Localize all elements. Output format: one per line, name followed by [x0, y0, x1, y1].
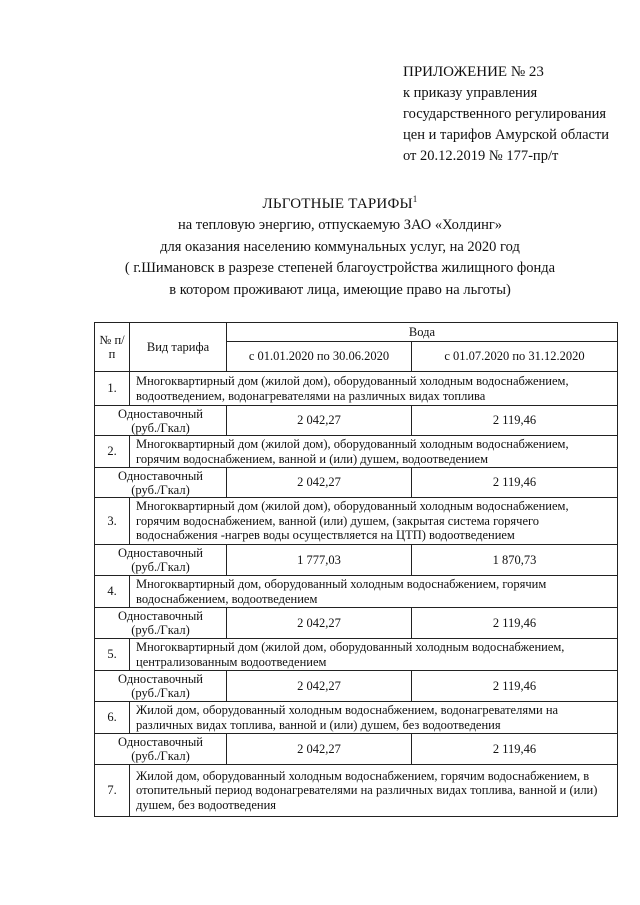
tariff-kind-cell — [95, 734, 227, 765]
tariff-value-row — [95, 468, 618, 498]
tariff-kind-cell — [95, 545, 227, 576]
category-row — [95, 765, 618, 817]
tariff-kind-label: Одноставочный — [118, 546, 203, 560]
footnote-mark: 1 — [412, 194, 418, 204]
tariff-value-period-2: 2 119,46 — [412, 468, 618, 498]
tariff-kind-label: Одноставочный — [118, 609, 203, 623]
category-row — [95, 702, 618, 734]
tariff-unit-label: (руб./Гкал) — [131, 560, 190, 574]
tariff-kind-cell — [95, 608, 227, 639]
tariff-kind-cell — [95, 406, 227, 436]
tariff-table-body — [95, 372, 618, 817]
tariff-unit-label: (руб./Гкал) — [131, 482, 190, 497]
tariff-kind-label: Одноставочный — [118, 672, 203, 686]
row-number: 2. — [95, 436, 130, 468]
tariff-kind-cell — [95, 468, 227, 498]
appendix-order-line-3: цен и тарифов Амурской области — [403, 127, 610, 143]
appendix-order-line-2: государственного регулирования — [403, 106, 607, 122]
row-number: 1. — [95, 372, 130, 406]
title-subtitle-2: для оказания населению коммунальных услуг, на 2020 год — [160, 238, 520, 255]
category-row — [95, 639, 618, 671]
tariff-unit-label: (руб./Гкал) — [131, 749, 190, 763]
tariff-value-period-1: 2 042,27 — [227, 406, 412, 436]
tariff-unit-label: (руб./Гкал) — [131, 420, 190, 435]
tariff-value-period-2: 2 119,46 — [412, 608, 618, 639]
tariff-value-period-1: 2 042,27 — [227, 468, 412, 498]
tariff-value-period-1: 2 042,27 — [227, 608, 412, 639]
tariff-table — [94, 322, 618, 817]
tariff-kind-label: Одноставочный — [118, 468, 203, 483]
row-number: 6. — [95, 702, 130, 734]
tariff-unit-label: (руб./Гкал) — [131, 686, 190, 700]
category-row — [95, 498, 618, 545]
tariff-value-row — [95, 545, 618, 576]
title-subtitle-3: ( г.Шимановск в разрезе степеней благоустройства жилищного фонда — [124, 260, 556, 276]
header-water: Вода — [227, 323, 618, 342]
header-number: № п/п — [95, 323, 130, 372]
row-number: 7. — [95, 765, 130, 817]
tariff-value-period-2: 2 119,46 — [412, 734, 618, 765]
appendix-number: ПРИЛОЖЕНИЕ № 23 — [403, 64, 544, 80]
category-row — [95, 576, 618, 608]
tariff-value-period-2: 2 119,46 — [412, 671, 618, 702]
row-description: Многоквартирный дом (жилой дом), оборудованный холодным водоснабжением, горячим водоснабжением, ванной и (или) душем, водоотведением — [130, 436, 618, 468]
row-number: 4. — [95, 576, 130, 608]
row-description: Жилой дом, оборудованный холодным водоснабжением, горячим водоснабжением, в отопительный период водонагревателями на различных видах топлива, ванной и (или) душем, без водоотведения — [130, 765, 618, 817]
tariff-value-row — [95, 608, 618, 639]
header-tariff-kind: Вид тарифа — [130, 323, 227, 372]
tariff-unit-label: (руб./Гкал) — [131, 623, 190, 637]
category-row — [95, 436, 618, 468]
row-description: Многоквартирный дом (жилой дом), оборудованный холодным водоснабжением, горячим водоснабжением, ванной (или) душем, (закрытая система горячего водоснабжения -нагрев воды осуществляется на ЦТП) водоотведением — [130, 498, 618, 545]
tariff-kind-cell — [95, 671, 227, 702]
tariff-value-row — [95, 671, 618, 702]
title-subtitle-4: в котором проживают лица, имеющие право на льготы) — [169, 281, 511, 298]
row-description: Многоквартирный дом (жилой дом), оборудованный холодным водоснабжением, водоотведением, водонагревателями на различных видах топлива — [130, 372, 618, 406]
tariff-table-header — [95, 323, 618, 372]
appendix-order-date: от 20.12.2019 № 177-пр/т — [403, 148, 559, 164]
tariff-value-period-1: 2 042,27 — [227, 734, 412, 765]
tariff-kind-label: Одноставочный — [118, 735, 203, 749]
header-period-2: с 01.07.2020 по 31.12.2020 — [412, 342, 618, 372]
header-period-1: с 01.01.2020 по 30.06.2020 — [227, 342, 412, 372]
row-number: 5. — [95, 639, 130, 671]
title-subtitle-1: на тепловую энергию, отпускаемую ЗАО «Холдинг» — [177, 217, 503, 233]
document-title: ЛЬГОТНЫЕ ТАРИФЫ$^1$ — [262, 194, 418, 212]
row-number: 3. — [95, 498, 130, 545]
category-row — [95, 372, 618, 406]
tariff-value-period-1: 2 042,27 — [227, 671, 412, 702]
appendix-header — [403, 62, 609, 167]
tariff-value-period-2: 2 119,46 — [412, 406, 618, 436]
tariff-value-period-2: 1 870,73 — [412, 545, 618, 576]
tariff-value-row — [95, 734, 618, 765]
document-title-block — [60, 188, 620, 301]
appendix-order-line-1: к приказу управления — [403, 85, 538, 101]
tariff-kind-label: Одноставочный — [118, 406, 203, 421]
row-description: Многоквартирный дом (жилой дом, оборудованный холодным водоснабжением, централизованным водоотведением — [130, 639, 618, 671]
tariff-value-row — [95, 406, 618, 436]
row-description: Жилой дом, оборудованный холодным водоснабжением, водонагревателями на различных видах топлива, ванной и (или) душем, без водоотведения — [130, 702, 618, 734]
tariff-value-period-1: 1 777,03 — [227, 545, 412, 576]
row-description: Многоквартирный дом, оборудованный холодным водоснабжением, горячим водоснабжением, водоотведением — [130, 576, 618, 608]
